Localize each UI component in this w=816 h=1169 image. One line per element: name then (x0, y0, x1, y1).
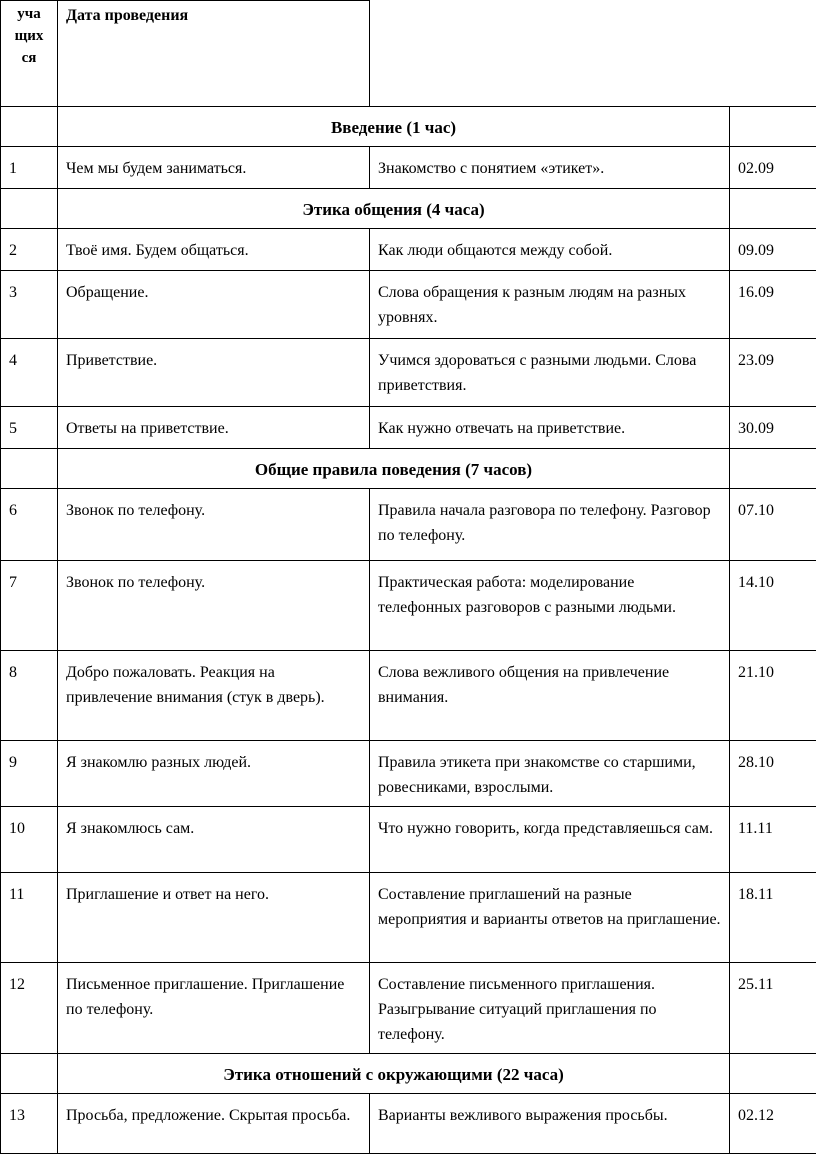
section-row (1, 106, 816, 146)
lesson-topic: Твоё имя. Будем общаться. (58, 228, 370, 270)
section-title: Этика общения (4 часа) (58, 188, 730, 228)
section-empty-date-cell (730, 188, 816, 228)
lesson-date: 18.11 (730, 872, 816, 962)
lesson-content: Правила этикета при знакомстве со старшими, ровесниками, взрослыми. (370, 740, 730, 806)
section-row (1, 448, 816, 488)
lesson-row (1, 146, 816, 188)
lesson-content: Практическая работа: моделирование телефонных разговоров с разными людьми. (370, 560, 730, 650)
lesson-topic: Просьба, предложение. Скрытая просьба. (58, 1093, 370, 1153)
section-empty-date-cell (730, 106, 816, 146)
lesson-date: 07.10 (730, 488, 816, 560)
lesson-topic: Я знакомлю разных людей. (58, 740, 370, 806)
section-row (1, 188, 816, 228)
lesson-content: Как люди общаются между собой. (370, 228, 730, 270)
lesson-number: 4 (1, 338, 58, 406)
lesson-date: 23.09 (730, 338, 816, 406)
lesson-date: 16.09 (730, 270, 816, 338)
lesson-topic: Ответы на приветствие. (58, 406, 370, 448)
lesson-date: 21.10 (730, 650, 816, 740)
lesson-number: 6 (1, 488, 58, 560)
section-empty-num-cell (1, 188, 58, 228)
lesson-row (1, 560, 816, 650)
lesson-date: 09.09 (730, 228, 816, 270)
lesson-date: 02.09 (730, 146, 816, 188)
header-empty-cell (370, 1, 816, 107)
lesson-topic: Звонок по телефону. (58, 488, 370, 560)
lesson-topic: Приглашение и ответ на него. (58, 872, 370, 962)
lesson-number: 7 (1, 560, 58, 650)
lesson-content: Учимся здороваться с разными людьми. Слова приветствия. (370, 338, 730, 406)
table-header-row (1, 1, 816, 107)
lesson-content: Варианты вежливого выражения просьбы. (370, 1093, 730, 1153)
lesson-number: 5 (1, 406, 58, 448)
header-students-line: уча (17, 6, 41, 22)
lesson-row (1, 650, 816, 740)
lesson-topic: Письменное приглашение. Приглашение по телефону. (58, 962, 370, 1053)
lesson-number: 9 (1, 740, 58, 806)
lesson-row (1, 740, 816, 806)
lesson-number: 2 (1, 228, 58, 270)
lesson-row (1, 872, 816, 962)
lesson-topic: Приветствие. (58, 338, 370, 406)
lesson-date: 11.11 (730, 806, 816, 872)
lesson-content: Слова обращения к разным людям на разных уровнях. (370, 270, 730, 338)
lesson-topic: Звонок по телефону. (58, 560, 370, 650)
lesson-date: 28.10 (730, 740, 816, 806)
lesson-number: 11 (1, 872, 58, 962)
lesson-row (1, 270, 816, 338)
lesson-plan-body (1, 1, 816, 1154)
section-empty-num-cell (1, 106, 58, 146)
lesson-number: 10 (1, 806, 58, 872)
lesson-date: 25.11 (730, 962, 816, 1053)
lesson-topic: Я знакомлюсь сам. (58, 806, 370, 872)
lesson-row (1, 1093, 816, 1153)
section-empty-date-cell (730, 448, 816, 488)
lesson-row (1, 488, 816, 560)
section-title: Введение (1 час) (58, 106, 730, 146)
lesson-number: 8 (1, 650, 58, 740)
lesson-number: 12 (1, 962, 58, 1053)
lesson-row (1, 806, 816, 872)
lesson-row (1, 228, 816, 270)
lesson-content: Составление письменного приглашения. Разыгрывание ситуаций приглашения по телефону. (370, 962, 730, 1053)
lesson-content: Как нужно отвечать на приветствие. (370, 406, 730, 448)
lesson-content: Правила начала разговора по телефону. Разговор по телефону. (370, 488, 730, 560)
lesson-row (1, 962, 816, 1053)
lesson-row (1, 406, 816, 448)
section-empty-num-cell (1, 1053, 58, 1093)
lesson-content: Слова вежливого общения на привлечение внимания. (370, 650, 730, 740)
lesson-date: 14.10 (730, 560, 816, 650)
header-date-cell: Дата проведения (58, 1, 370, 107)
lesson-content: Знакомство с понятием «этикет». (370, 146, 730, 188)
lesson-topic: Обращение. (58, 270, 370, 338)
header-students-line: ся (21, 50, 37, 66)
section-empty-date-cell (730, 1053, 816, 1093)
section-title: Этика отношений с окружающими (22 часа) (58, 1053, 730, 1093)
section-title: Общие правила поведения (7 часов) (58, 448, 730, 488)
lesson-content: Что нужно говорить, когда представляешься сам. (370, 806, 730, 872)
lesson-number: 1 (1, 146, 58, 188)
section-empty-num-cell (1, 448, 58, 488)
lesson-row (1, 338, 816, 406)
header-students-cell (1, 1, 58, 107)
lesson-content: Составление приглашений на разные мероприятия и варианты ответов на приглашение. (370, 872, 730, 962)
lesson-date: 02.12 (730, 1093, 816, 1153)
header-students-line: щих (14, 28, 44, 44)
lesson-topic: Добро пожаловать. Реакция на привлечение внимания (стук в дверь). (58, 650, 370, 740)
section-row (1, 1053, 816, 1093)
lesson-date: 30.09 (730, 406, 816, 448)
lesson-topic: Чем мы будем заниматься. (58, 146, 370, 188)
lesson-number: 3 (1, 270, 58, 338)
lesson-number: 13 (1, 1093, 58, 1153)
